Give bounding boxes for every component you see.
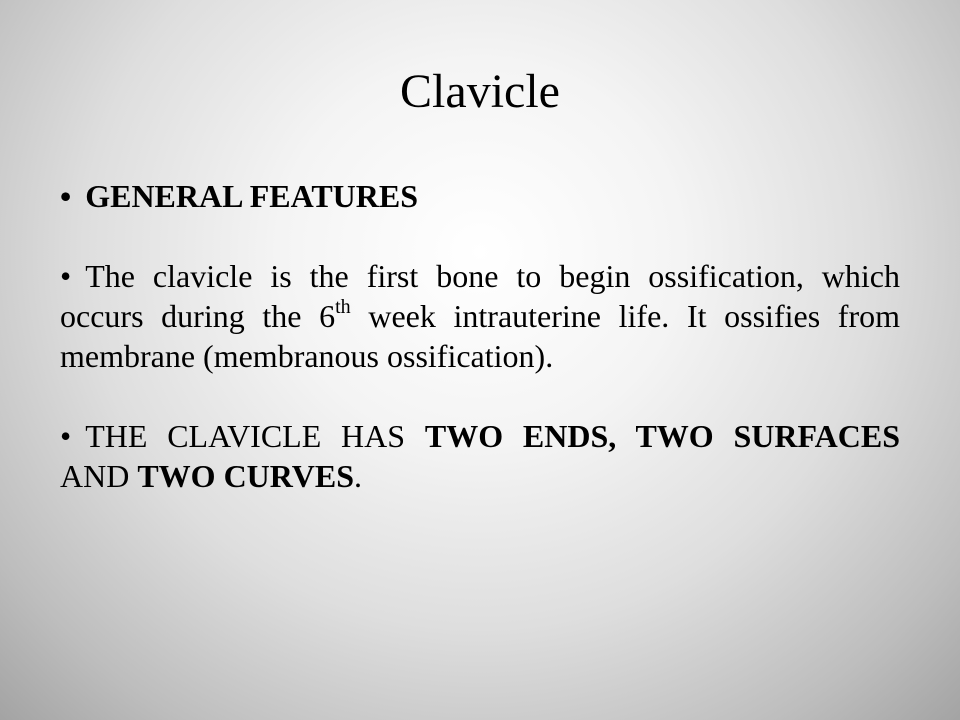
body-text-start: The clavicle is the first bone to begin ossification, which occurs during the 6 <box>60 258 900 334</box>
bullet-icon: • <box>60 258 72 294</box>
bullet-icon: • <box>60 418 72 454</box>
ends-bold-1: TWO ENDS, TWO SURFACES <box>424 418 901 454</box>
bullet-two-ends <box>60 416 900 496</box>
heading-text: GENERAL FEATURES <box>85 178 419 214</box>
ends-bold-2: TWO CURVES <box>137 458 355 494</box>
bullet-ossification <box>60 256 900 376</box>
slide-title: Clavicle <box>400 65 560 118</box>
bullet-icon: • <box>60 178 72 214</box>
ends-text-2: AND <box>60 458 138 494</box>
bullet-general-features <box>60 176 900 216</box>
slide-content <box>60 176 900 496</box>
body-text-end: week intrauterine life. It ossifies from membrane (membranous ossification). <box>60 298 901 374</box>
ends-text-1: THE CLAVICLE HAS <box>85 418 425 454</box>
ends-text-3: . <box>354 458 363 494</box>
body-superscript: th <box>335 296 351 318</box>
